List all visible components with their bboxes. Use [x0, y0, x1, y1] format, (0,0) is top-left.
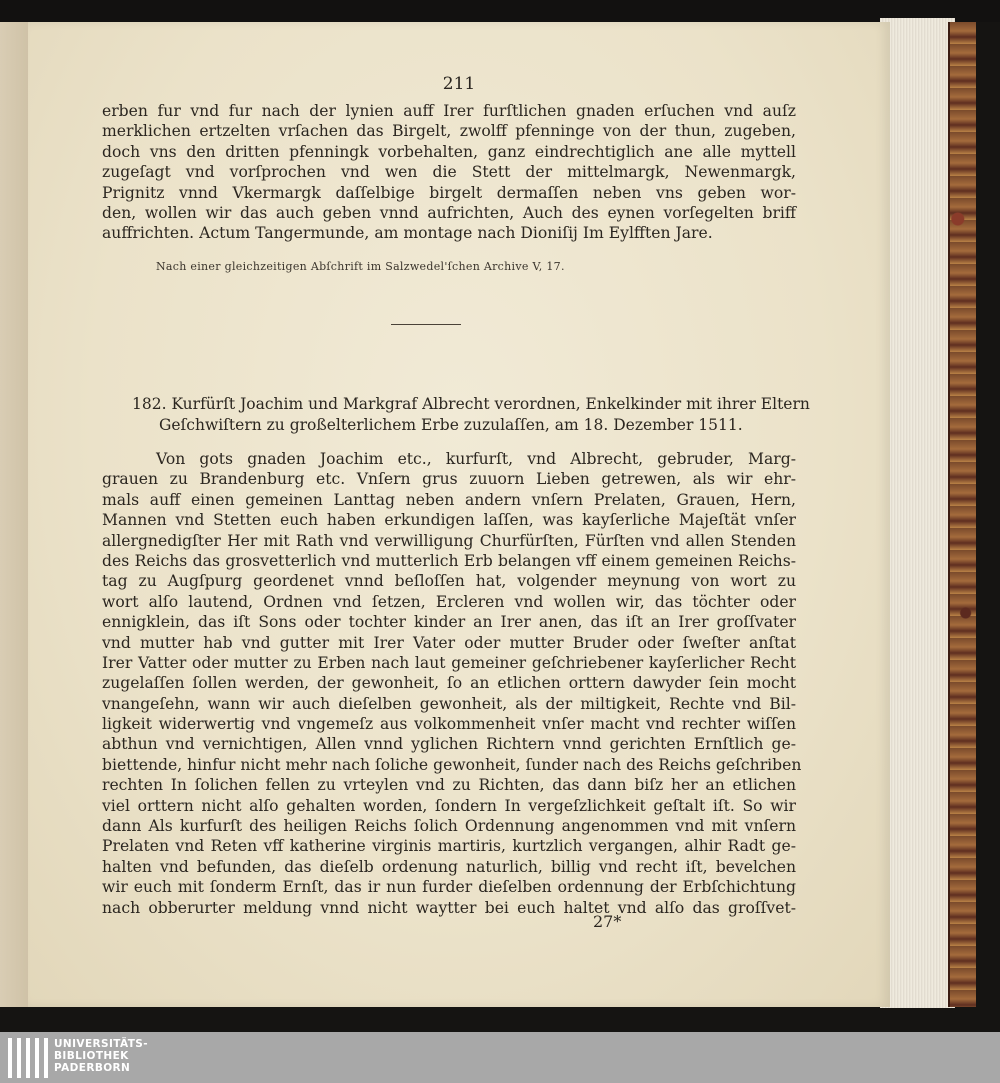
section-divider: [391, 324, 461, 325]
text-line: ligkeit widerwertig vnd vngemeſz aus volkommenheit vnſer macht vnd rechter wiſſen: [102, 715, 796, 734]
text-line: Prelaten vnd Reten vff katherine virginis martiris, kurtzlich vergangen, alhir Radt ge-: [102, 837, 796, 856]
text-line: viel orttern nicht alſo gehalten worden, ſondern In vergeſzlichkeit geſtalt iſt. So wir: [102, 796, 796, 815]
page-stack-edges: [880, 18, 955, 1008]
text-line: grauen zu Brandenburg etc. Vnſern grus zuuorn Lieben getrewen, als wir ehr-: [102, 470, 796, 489]
continued-text-block: [102, 101, 796, 244]
text-line: doch vns den dritten pfenningk vorbehalten, ganz eindrechtiglich ane alle myttell: [102, 142, 796, 161]
text-line: den, wollen wir das auch geben vnnd aufrichten, Auch des eynen vorſegelten briff: [102, 203, 796, 222]
text-line: ennigklein, das iſt Sons oder tochter kinder an Irer anen, das iſt an Irer groſſvater: [102, 613, 796, 632]
library-name: [54, 1038, 148, 1074]
library-name-line: UNIVERSITÄTS-: [54, 1038, 149, 1050]
library-name-line: BIBLIOTHEK: [54, 1050, 129, 1062]
signature-mark: 27*: [593, 912, 622, 931]
library-footer-bar: [0, 1032, 1000, 1083]
text-line: abthun vnd vernichtigen, Allen vnnd yglichen Richtern vnnd gerichten Ernſtlich ge-: [102, 735, 796, 754]
document-body-text: [102, 449, 802, 918]
text-line: tag zu Augſpurg geordenet vnnd beſloſſen hat, volgender meynung von wort zu: [102, 572, 796, 591]
text-line: halten vnd befunden, das dieſelb ordenung naturlich, billig vnd recht iſt, bevelchen: [102, 857, 796, 876]
text-line: auffrichten. Actum Tangermunde, am montage nach Dioniſij Im Eylfften Jare.: [102, 224, 713, 243]
text-line: des Reichs das grosvetterlich vnd mutterlich Erb belangen vff einem gemeinen Reichs-: [102, 551, 796, 570]
marbled-cover-edge: [948, 22, 976, 1007]
page-number: 211: [442, 74, 476, 94]
facing-page-edge: [0, 22, 29, 1007]
text-line: allergnedigſter Her mit Rath vnd verwilligung Churfürſten, Fürſten vnd allen Stenden: [102, 531, 796, 550]
text-line: vnangeſehn, wann wir auch dieſelben gewonheit, als der miltigkeit, Rechte vnd Bil-: [102, 694, 796, 713]
text-line: dann Als kurfurſt des heiligen Reichs ſolich Ordennung angenommen vnd mit vnſern: [102, 817, 796, 836]
text-line: Prignitz vnnd Vkermargk daſſelbige birgelt dermaſſen neben vns geben wor-: [102, 183, 796, 202]
text-line: biettende, hinfur nicht mehr nach ſoliche gewonheit, ſunder nach des Reichs geſchriben: [102, 755, 802, 774]
text-line: erben fur vnd fur nach der lynien auff Irer furſtlichen gnaden erſuchen vnd auſz: [102, 102, 796, 120]
text-line: Irer Vatter oder mutter zu Erben nach laut gemeiner geſchriebener kayſerlicher Recht: [102, 653, 796, 672]
heading-line: Geſchwiſtern zu großelterlichem Erbe zuzulaſſen, am 18. Dezember 1511.: [159, 416, 743, 434]
text-line: Mannen vnd Stetten euch haben erkundigen laſſen, was kayſerliche Majeſtät vnſer: [102, 511, 796, 530]
text-line: zugelaſſen ſollen werden, der gewonheit, ſo an etlichen orttern dawyder ſein mocht: [102, 674, 796, 693]
library-logo-icon: [8, 1038, 48, 1078]
text-line: merklichen ertzelten vrſachen das Birgelt, zwolff pfenninge von der thun, zugeben,: [102, 122, 796, 141]
text-line: Von gots gnaden Joachim etc., kurfurſt, vnd Albrecht, gebruder, Marg-: [156, 450, 796, 468]
source-note: Nach einer gleichzeitigen Abſchrift im Salzwedel'ſchen Archive V, 17.: [156, 260, 565, 273]
text-line: nach obberurter meldung vnnd nicht waytter bei euch haltet vnd alſo das groſſvet-: [102, 898, 796, 917]
text-line: zugeſagt vnd vorſprochen vnd wen die Stett der mittelmargk, Newenmargk,: [102, 163, 796, 182]
text-line: wort alſo lautend, Ordnen vnd ſetzen, Ercleren vnd wollen wir, das töchter oder: [102, 592, 796, 611]
text-line: wir euch mit ſonderm Ernſt, das ir nun furder dieſelben ordennung der Erbſchichtung: [102, 878, 796, 897]
book-page: [28, 22, 890, 1007]
heading-line: 182. Kurfürſt Joachim und Markgraf Albrecht verordnen, Enkelkinder mit ihrer Eltern: [132, 395, 810, 413]
library-name-line: PADERBORN: [54, 1062, 131, 1074]
scan-background: [0, 0, 1000, 22]
text-line: mals auff einen gemeinen Lanttag neben andern vnſern Prelaten, Grauen, Hern,: [102, 490, 796, 509]
document-heading: [132, 394, 810, 436]
text-line: rechten In ſolichen fellen zu vrteylen vnd zu Richten, das dann biſz her an etlichen: [102, 776, 796, 795]
text-line: vnd mutter hab vnd gutter mit Irer Vater oder mutter Bruder oder ſweſter anſtat: [102, 633, 796, 652]
